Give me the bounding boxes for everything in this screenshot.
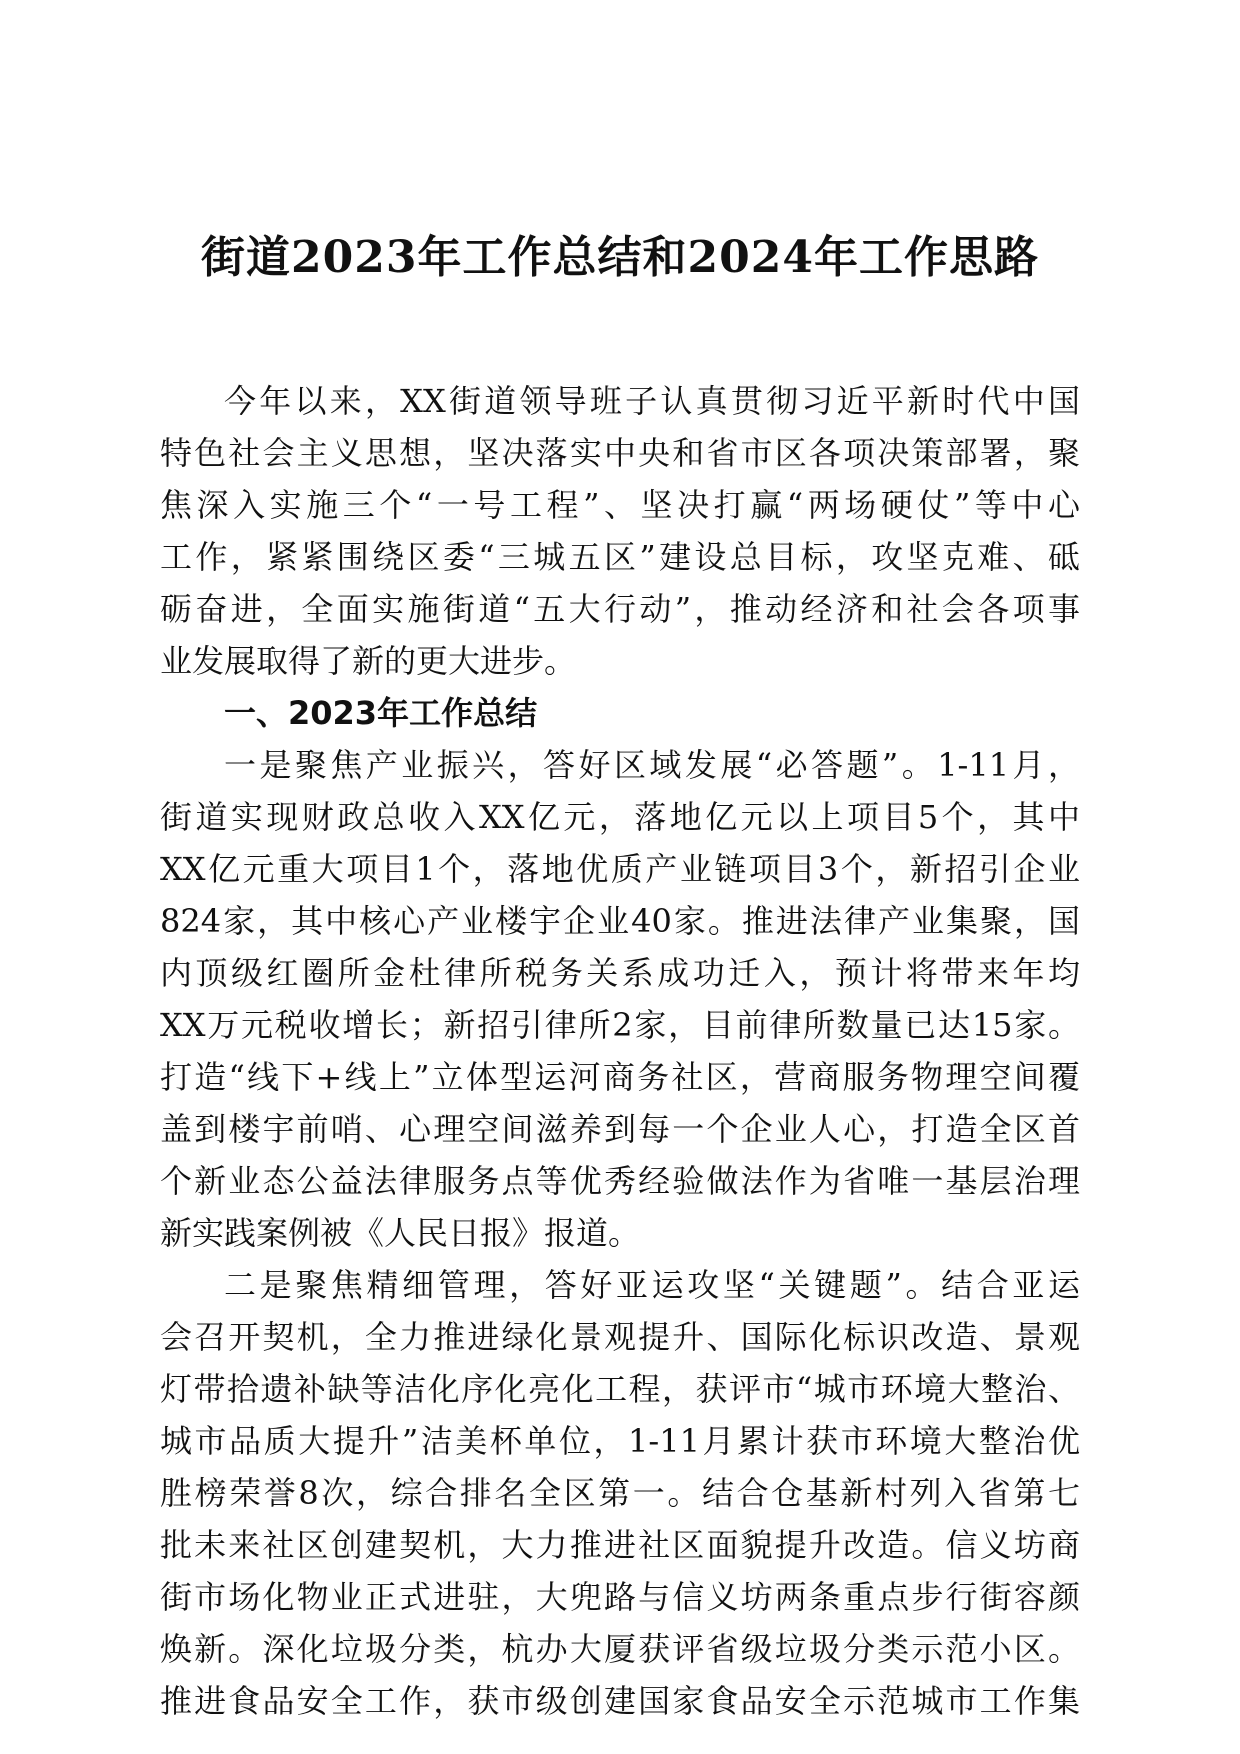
text-line: 新实践案例被《人民日报》报道。 — [160, 1214, 641, 1252]
text-line: 工作，紧紧围绕区委“三城五区”建设总目标，攻坚克难、砥 — [160, 538, 1080, 576]
text-line: 焕新。深化垃圾分类，杭办大厦获评省级垃圾分类示范小区。 — [160, 1630, 1080, 1668]
text-line: 砺奋进，全面实施街道“五大行动”，推动经济和社会各项事 — [160, 590, 1080, 628]
text-line: 个新业态公益法律服务点等优秀经验做法作为省唯一基层治理 — [160, 1162, 1080, 1200]
section-heading: 一、2023年工作总结 — [224, 694, 538, 732]
text-line: 824家，其中核心产业楼宇企业40家。推进法律产业集聚，国 — [160, 902, 1080, 940]
text-line: 打造“线下+线上”立体型运河商务社区，营商服务物理空间覆 — [160, 1058, 1080, 1096]
text-line: 灯带拾遗补缺等洁化序化亮化工程，获评市“城市环境大整治、 — [160, 1370, 1080, 1408]
text-line: 一是聚焦产业振兴，答好区域发展“必答题”。1-11月， — [224, 746, 1080, 784]
text-line: 胜榜荣誉8次，综合排名全区第一。结合仓基新村列入省第七 — [160, 1474, 1080, 1512]
text-line: XX万元税收增长；新招引律所2家，目前律所数量已达15家。 — [160, 1006, 1080, 1044]
text-line: 城市品质大提升”洁美杯单位，1-11月累计获市环境大整治优 — [160, 1422, 1080, 1460]
document-title: 街道2023年工作总结和2024年工作思路 — [201, 232, 1039, 283]
text-line: 业发展取得了新的更大进步。 — [160, 642, 577, 680]
text-line: 特色社会主义思想，坚决落实中央和省市区各项决策部署，聚 — [160, 434, 1080, 472]
text-line: 会召开契机，全力推进绿化景观提升、国际化标识改造、景观 — [160, 1318, 1080, 1356]
text-line: 盖到楼宇前哨、心理空间滋养到每一个企业人心，打造全区首 — [160, 1110, 1080, 1148]
text-line: 批未来社区创建契机，大力推进社区面貌提升改造。信义坊商 — [160, 1526, 1080, 1564]
text-line: 内顶级红圈所金杜律所税务关系成功迁入，预计将带来年均 — [160, 954, 1080, 992]
text-line: 街市场化物业正式进驻，大兜路与信义坊两条重点步行街容颜 — [160, 1578, 1080, 1616]
text-line: 二是聚焦精细管理，答好亚运攻坚“关键题”。结合亚运 — [224, 1266, 1080, 1304]
text-line: 推进食品安全工作，获市级创建国家食品安全示范城市工作集 — [160, 1682, 1080, 1720]
text-line: 焦深入实施三个“一号工程”、坚决打赢“两场硬仗”等中心 — [160, 486, 1080, 524]
text-line: 今年以来，XX街道领导班子认真贯彻习近平新时代中国 — [224, 382, 1080, 420]
text-line: XX亿元重大项目1个，落地优质产业链项目3个，新招引企业 — [160, 850, 1080, 888]
text-line: 街道实现财政总收入XX亿元，落地亿元以上项目5个，其中 — [160, 798, 1080, 836]
